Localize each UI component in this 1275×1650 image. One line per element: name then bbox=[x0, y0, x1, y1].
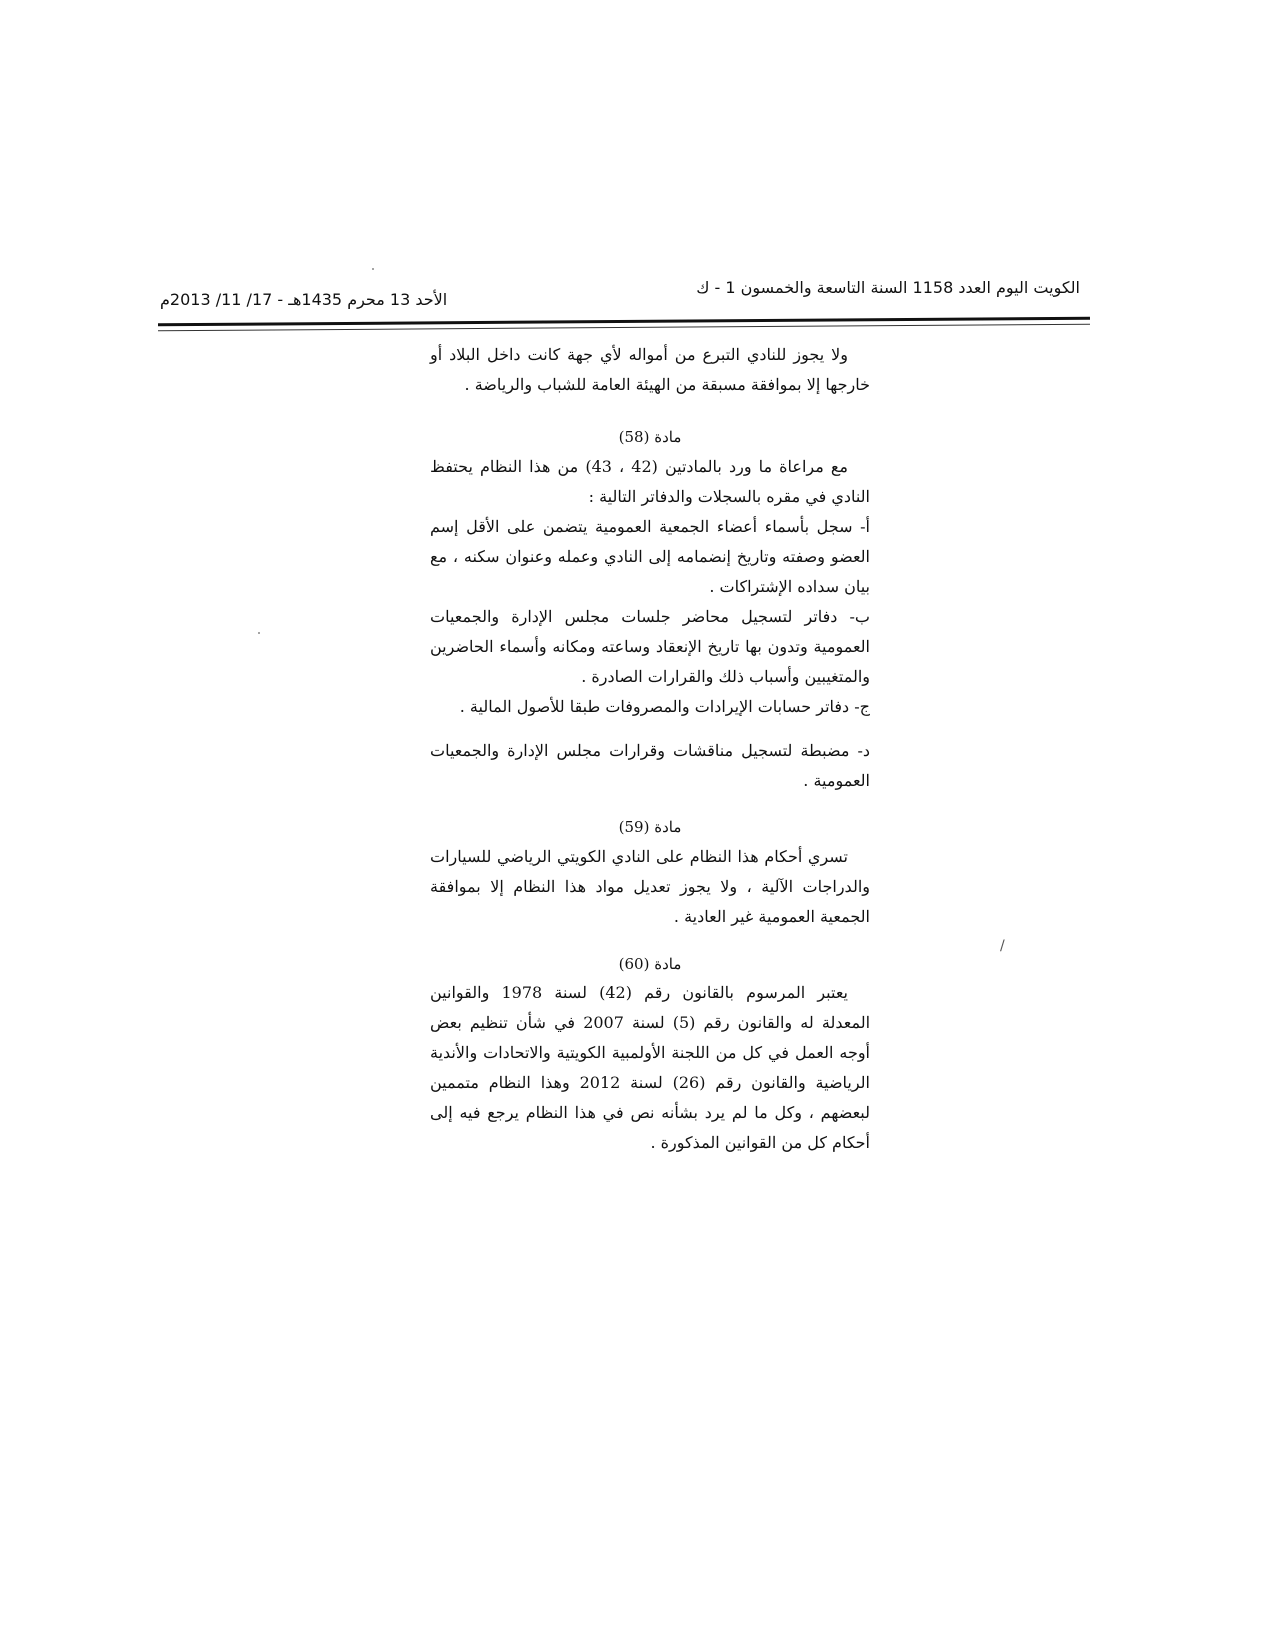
margin-mark: / bbox=[1000, 938, 1005, 954]
article-58-item-d: د- مضبطة لتسجيل مناقشات وقرارات مجلس الإدارة والجمعيات العمومية . bbox=[430, 741, 870, 790]
article-59-heading: مادة (59) bbox=[618, 818, 682, 836]
article-58-body bbox=[430, 452, 870, 796]
article-58-item-b: ب- دفاتر لتسجيل محاضر جلسات مجلس الإدارة والجمعيات العمومية وتدون بها تاريخ الإنعقاد وساعته ومكانه وأسماء الحاضرين والمتغيبين وأسباب ذلك والقرارات الصادرة . bbox=[430, 607, 870, 686]
article-60-body bbox=[430, 978, 870, 1158]
article-58-lead: مع مراعاة ما ورد بالمادتين (42 ، 43) من هذا النظام يحتفظ النادي في مقره بالسجلات والدفاتر التالية : bbox=[430, 457, 870, 506]
article-59-text: تسري أحكام هذا النظام على النادي الكويتي الرياضي للسيارات والدراجات الآلية ، ولا يجوز تعديل مواد هذا النظام إلا بموافقة الجمعية العمومية غير العادية . bbox=[430, 847, 870, 926]
article-59-body bbox=[430, 842, 870, 932]
article-58-item-c: ج- دفاتر حسابات الإيرادات والمصروفات طبقا للأصول المالية . bbox=[459, 697, 870, 716]
article-58-item-a: أ- سجل بأسماء أعضاء الجمعية العمومية يتضمن على الأقل إسم العضو وصفته وتاريخ إنضمامه إلى النادي وعمله وعنوان سكنه ، مع بيان سداده الإشتراكات . bbox=[430, 517, 870, 596]
scan-speck bbox=[372, 268, 374, 270]
header-date: الأحد 13 محرم 1435هـ - 17/ 11/ 2013م bbox=[160, 290, 448, 309]
scan-speck bbox=[258, 632, 260, 634]
intro-paragraph: ولا يجوز للنادي التبرع من أمواله لأي جهة كانت داخل البلاد أو خارجها إلا بموافقة مسبقة من الهيئة العامة للشباب والرياضة . bbox=[430, 345, 870, 394]
article-60-text: يعتبر المرسوم بالقانون رقم (42) لسنة 1978 والقوانين المعدلة له والقانون رقم (5) لسنة 2007 في شأن تنظيم بعض أوجه العمل في كل من اللجنة الأولمبية الكويتية والاتحادات والأندية الرياضية والقانون رقم (26) لسنة 2012 وهذا النظام متممين لبعضهم ، وكل ما لم يرد بشأنه نص في هذا النظام يرجع فيه إلى أحكام كل من القوانين المذكورة . bbox=[430, 983, 871, 1152]
intro-section bbox=[430, 340, 870, 400]
article-58-heading: مادة (58) bbox=[618, 428, 682, 446]
header-publication-info: الكويت اليوم العدد 1158 السنة التاسعة والخمسون 1 - ك bbox=[696, 278, 1080, 297]
article-60-heading: مادة (60) bbox=[618, 955, 682, 973]
